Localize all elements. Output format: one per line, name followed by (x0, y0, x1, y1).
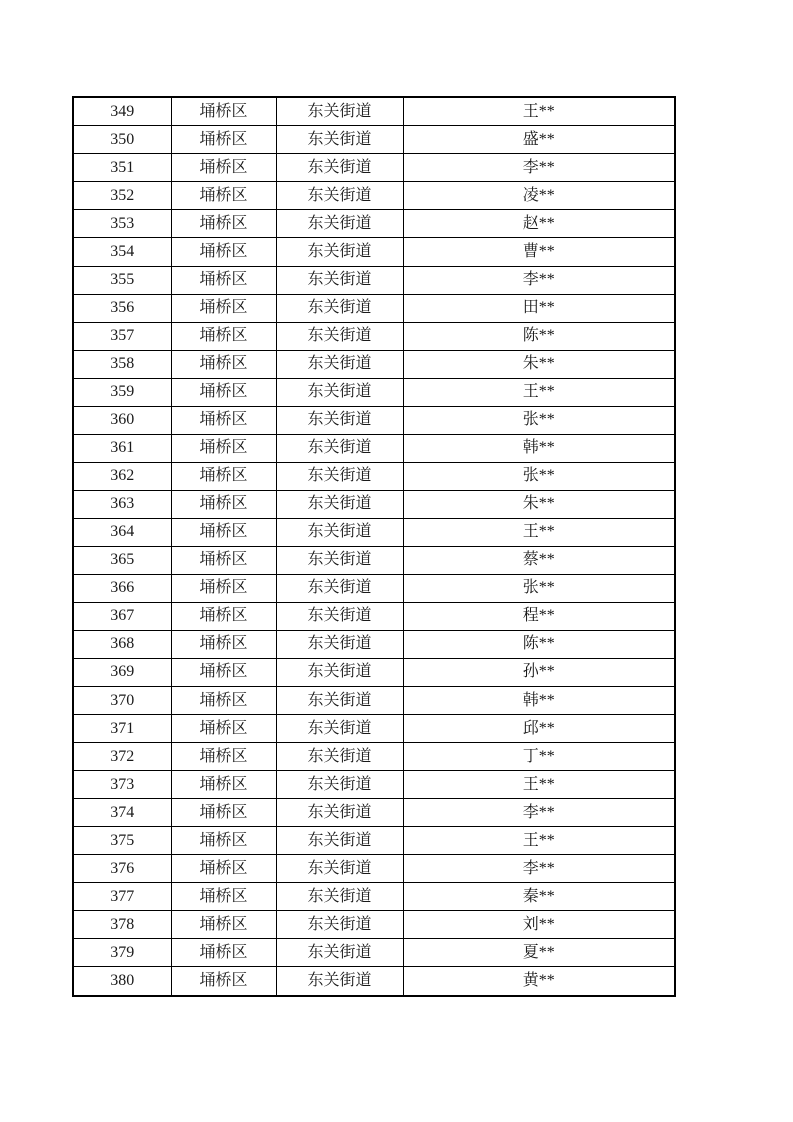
cell-name: 陈** (403, 322, 675, 350)
table-row (73, 658, 675, 686)
cell-street: 东关街道 (276, 799, 403, 827)
cell-district: 埇桥区 (171, 462, 276, 490)
table-row (73, 686, 675, 714)
cell-district: 埇桥区 (171, 574, 276, 602)
cell-number: 367 (73, 602, 171, 630)
table-row (73, 855, 675, 883)
cell-name: 蔡** (403, 546, 675, 574)
cell-district: 埇桥区 (171, 799, 276, 827)
table-row (73, 827, 675, 855)
cell-number: 362 (73, 462, 171, 490)
cell-name: 凌** (403, 182, 675, 210)
cell-name: 李** (403, 154, 675, 182)
cell-name: 李** (403, 266, 675, 294)
cell-number: 379 (73, 939, 171, 967)
table-row (73, 294, 675, 322)
cell-street: 东关街道 (276, 406, 403, 434)
cell-number: 350 (73, 126, 171, 154)
cell-number: 378 (73, 911, 171, 939)
table-row (73, 883, 675, 911)
cell-name: 赵** (403, 210, 675, 238)
cell-district: 埇桥区 (171, 294, 276, 322)
cell-number: 366 (73, 574, 171, 602)
cell-street: 东关街道 (276, 154, 403, 182)
cell-district: 埇桥区 (171, 827, 276, 855)
cell-district: 埇桥区 (171, 939, 276, 967)
table-row (73, 574, 675, 602)
cell-street: 东关街道 (276, 322, 403, 350)
cell-street: 东关街道 (276, 743, 403, 771)
cell-name: 田** (403, 294, 675, 322)
cell-name: 朱** (403, 490, 675, 518)
table-row (73, 518, 675, 546)
cell-district: 埇桥区 (171, 546, 276, 574)
cell-number: 352 (73, 182, 171, 210)
cell-number: 374 (73, 799, 171, 827)
cell-name: 王** (403, 771, 675, 799)
table-row (73, 939, 675, 967)
cell-street: 东关街道 (276, 126, 403, 154)
cell-street: 东关街道 (276, 266, 403, 294)
cell-district: 埇桥区 (171, 182, 276, 210)
cell-number: 364 (73, 518, 171, 546)
cell-district: 埇桥区 (171, 518, 276, 546)
cell-number: 363 (73, 490, 171, 518)
cell-street: 东关街道 (276, 350, 403, 378)
cell-district: 埇桥区 (171, 97, 276, 126)
cell-district: 埇桥区 (171, 771, 276, 799)
cell-district: 埇桥区 (171, 911, 276, 939)
cell-number: 349 (73, 97, 171, 126)
cell-district: 埇桥区 (171, 883, 276, 911)
cell-district: 埇桥区 (171, 406, 276, 434)
table-row (73, 322, 675, 350)
cell-name: 王** (403, 518, 675, 546)
table-body (73, 97, 675, 996)
cell-number: 377 (73, 883, 171, 911)
cell-name: 黄** (403, 967, 675, 996)
cell-district: 埇桥区 (171, 743, 276, 771)
cell-number: 351 (73, 154, 171, 182)
cell-name: 张** (403, 462, 675, 490)
cell-street: 东关街道 (276, 210, 403, 238)
table-row (73, 434, 675, 462)
table-row (73, 490, 675, 518)
cell-street: 东关街道 (276, 686, 403, 714)
cell-street: 东关街道 (276, 855, 403, 883)
cell-name: 程** (403, 602, 675, 630)
cell-name: 张** (403, 406, 675, 434)
cell-name: 王** (403, 97, 675, 126)
table-row (73, 210, 675, 238)
cell-street: 东关街道 (276, 715, 403, 743)
cell-number: 355 (73, 266, 171, 294)
table-row (73, 715, 675, 743)
cell-street: 东关街道 (276, 967, 403, 996)
table-row (73, 126, 675, 154)
table-row (73, 630, 675, 658)
cell-number: 372 (73, 743, 171, 771)
cell-street: 东关街道 (276, 490, 403, 518)
cell-street: 东关街道 (276, 434, 403, 462)
cell-street: 东关街道 (276, 97, 403, 126)
cell-street: 东关街道 (276, 883, 403, 911)
cell-street: 东关街道 (276, 658, 403, 686)
cell-name: 韩** (403, 686, 675, 714)
table-row (73, 546, 675, 574)
cell-number: 356 (73, 294, 171, 322)
cell-district: 埇桥区 (171, 715, 276, 743)
cell-street: 东关街道 (276, 602, 403, 630)
table-row (73, 743, 675, 771)
cell-district: 埇桥区 (171, 350, 276, 378)
cell-street: 东关街道 (276, 546, 403, 574)
cell-name: 夏** (403, 939, 675, 967)
table-row (73, 266, 675, 294)
cell-district: 埇桥区 (171, 967, 276, 996)
cell-name: 盛** (403, 126, 675, 154)
cell-street: 东关街道 (276, 911, 403, 939)
cell-number: 370 (73, 686, 171, 714)
cell-district: 埇桥区 (171, 434, 276, 462)
table-row (73, 602, 675, 630)
table-row (73, 967, 675, 996)
cell-number: 373 (73, 771, 171, 799)
cell-street: 东关街道 (276, 462, 403, 490)
cell-street: 东关街道 (276, 574, 403, 602)
table-row (73, 462, 675, 490)
cell-district: 埇桥区 (171, 490, 276, 518)
cell-street: 东关街道 (276, 939, 403, 967)
cell-name: 刘** (403, 911, 675, 939)
cell-street: 东关街道 (276, 518, 403, 546)
table-row (73, 911, 675, 939)
cell-name: 王** (403, 827, 675, 855)
cell-name: 张** (403, 574, 675, 602)
cell-number: 360 (73, 406, 171, 434)
cell-name: 丁** (403, 743, 675, 771)
cell-district: 埇桥区 (171, 322, 276, 350)
cell-number: 369 (73, 658, 171, 686)
cell-street: 东关街道 (276, 294, 403, 322)
cell-number: 371 (73, 715, 171, 743)
cell-number: 368 (73, 630, 171, 658)
resident-table (72, 96, 676, 997)
cell-name: 王** (403, 378, 675, 406)
cell-name: 陈** (403, 630, 675, 658)
table-row (73, 378, 675, 406)
table-row (73, 182, 675, 210)
cell-district: 埇桥区 (171, 378, 276, 406)
cell-district: 埇桥区 (171, 630, 276, 658)
cell-number: 365 (73, 546, 171, 574)
cell-district: 埇桥区 (171, 210, 276, 238)
cell-district: 埇桥区 (171, 154, 276, 182)
cell-district: 埇桥区 (171, 602, 276, 630)
cell-street: 东关街道 (276, 771, 403, 799)
cell-number: 354 (73, 238, 171, 266)
cell-name: 邱** (403, 715, 675, 743)
table-row (73, 97, 675, 126)
cell-district: 埇桥区 (171, 855, 276, 883)
cell-number: 361 (73, 434, 171, 462)
cell-district: 埇桥区 (171, 686, 276, 714)
cell-number: 353 (73, 210, 171, 238)
table-row (73, 799, 675, 827)
cell-name: 李** (403, 855, 675, 883)
cell-number: 380 (73, 967, 171, 996)
table-row (73, 154, 675, 182)
cell-district: 埇桥区 (171, 658, 276, 686)
cell-name: 孙** (403, 658, 675, 686)
table-row (73, 406, 675, 434)
cell-street: 东关街道 (276, 630, 403, 658)
cell-name: 曹** (403, 238, 675, 266)
table-row (73, 350, 675, 378)
cell-name: 秦** (403, 883, 675, 911)
cell-district: 埇桥区 (171, 266, 276, 294)
cell-name: 朱** (403, 350, 675, 378)
table-row (73, 771, 675, 799)
cell-street: 东关街道 (276, 238, 403, 266)
cell-street: 东关街道 (276, 182, 403, 210)
cell-number: 358 (73, 350, 171, 378)
cell-number: 357 (73, 322, 171, 350)
cell-number: 376 (73, 855, 171, 883)
cell-street: 东关街道 (276, 378, 403, 406)
cell-name: 韩** (403, 434, 675, 462)
cell-name: 李** (403, 799, 675, 827)
cell-street: 东关街道 (276, 827, 403, 855)
cell-district: 埇桥区 (171, 238, 276, 266)
cell-number: 359 (73, 378, 171, 406)
table-row (73, 238, 675, 266)
cell-number: 375 (73, 827, 171, 855)
cell-district: 埇桥区 (171, 126, 276, 154)
